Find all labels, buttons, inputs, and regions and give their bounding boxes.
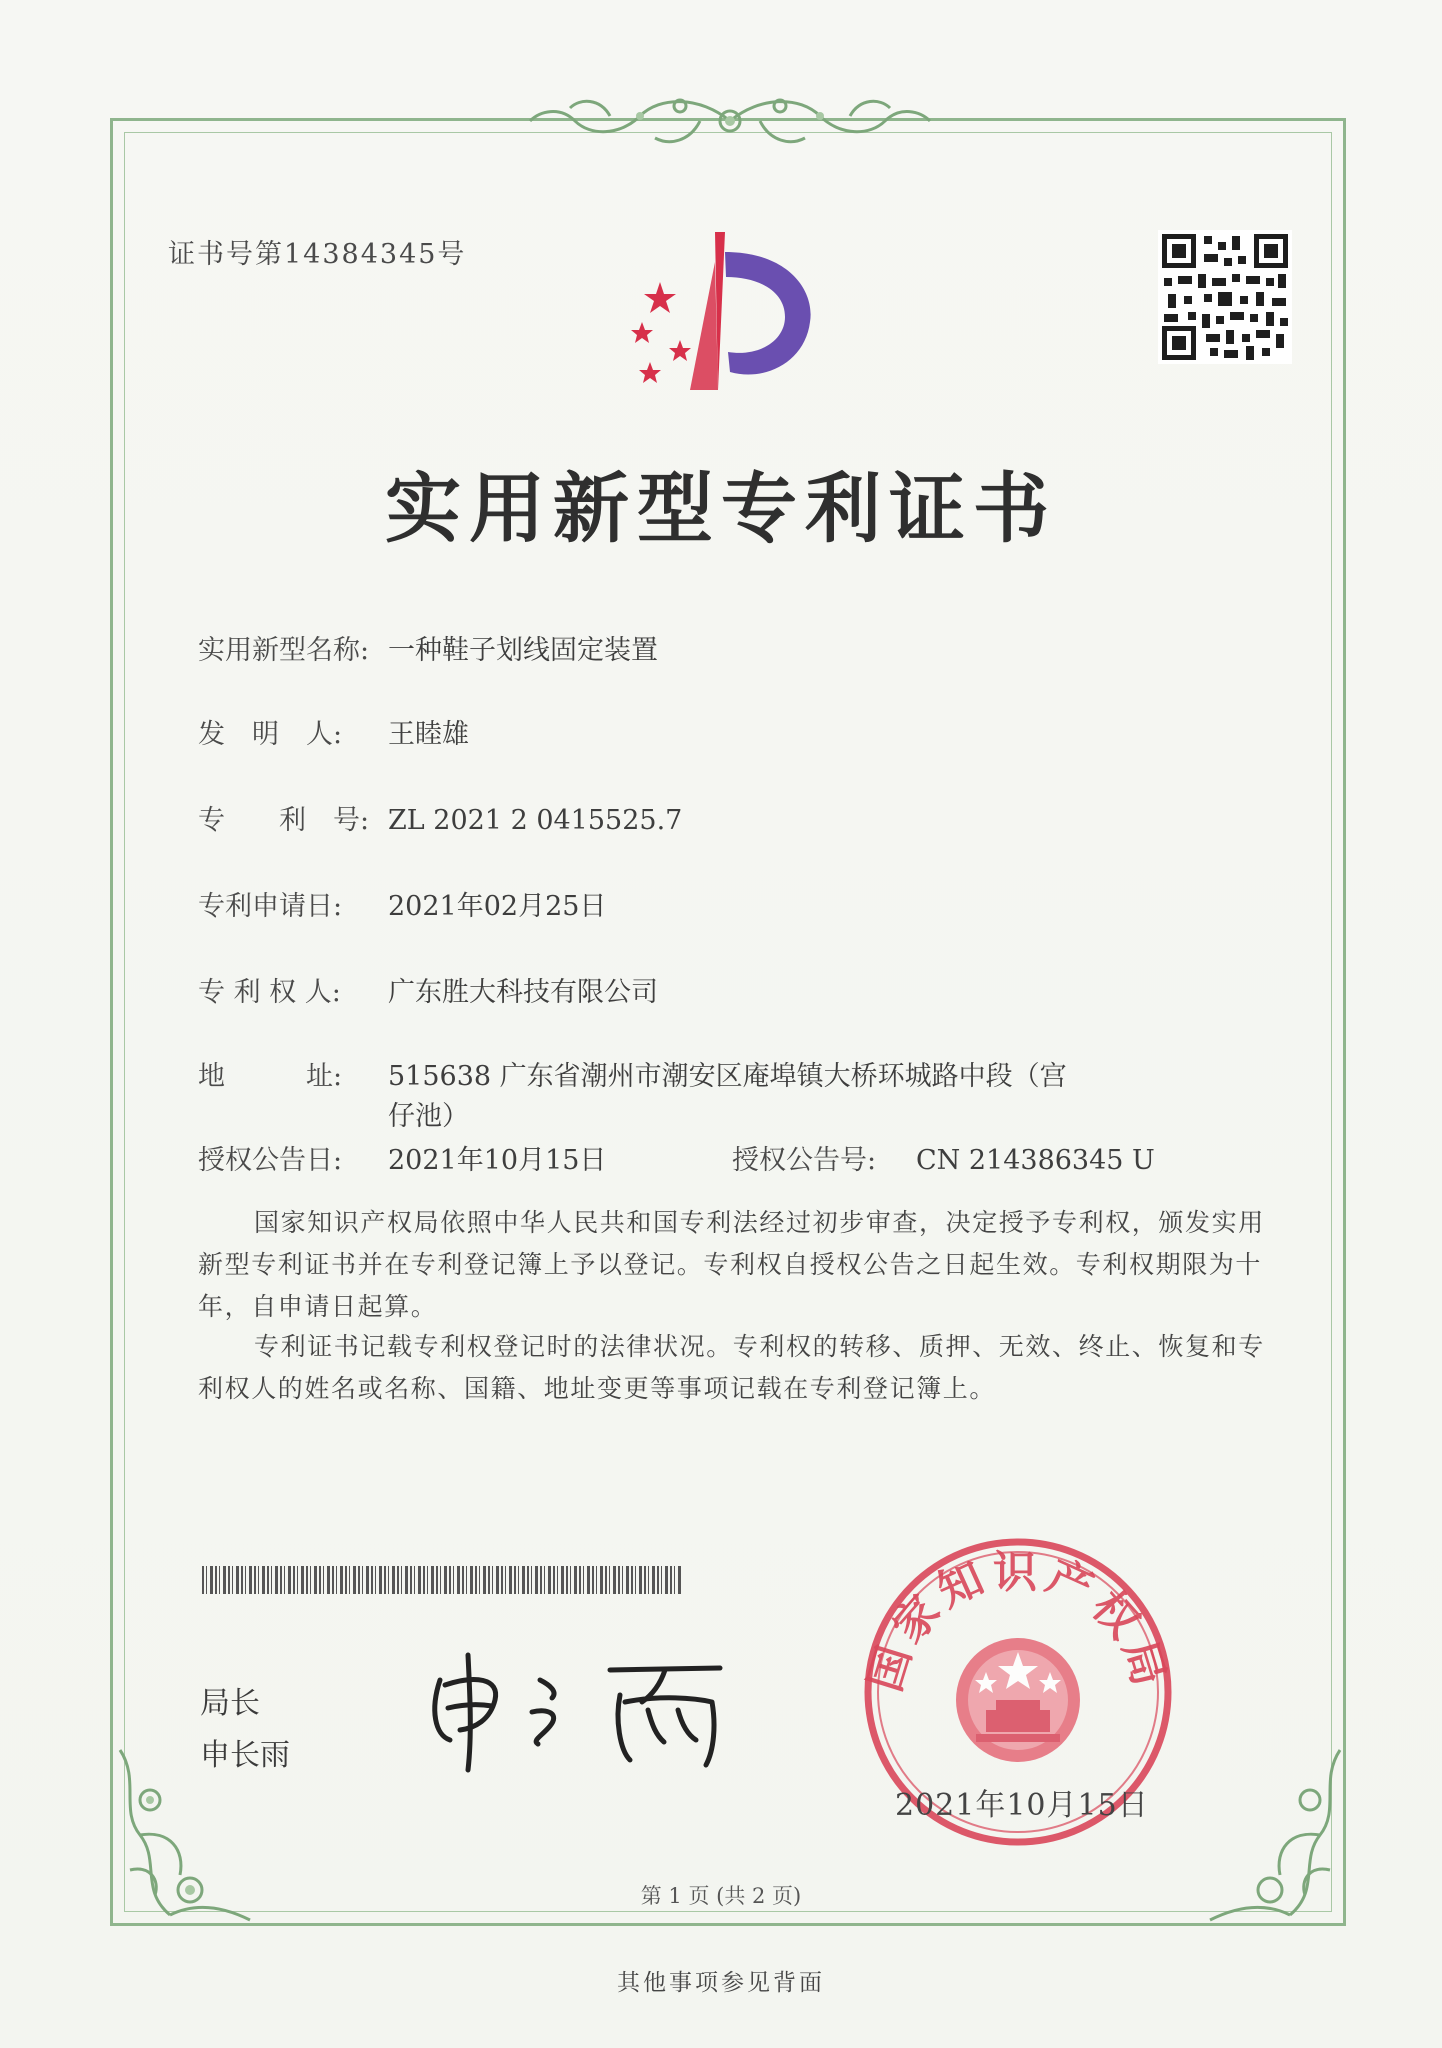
field-value: CN 214386345 U (916, 1145, 1155, 1176)
field-application-date (198, 884, 606, 923)
field-label: 专 利 权 人: (198, 977, 341, 1008)
field-address-continued: 仔池） (388, 1101, 469, 1132)
floral-ornament-icon (520, 86, 940, 156)
seal-text: 国家知识产权局 (859, 1546, 1177, 1698)
field-value: 2021年10月15日 (388, 1145, 607, 1176)
field-label: 专利申请日: (198, 891, 343, 922)
field-value: 一种鞋子划线固定装置 (388, 635, 658, 666)
field-grant-number (732, 1138, 1155, 1177)
field-value: 515638 广东省潮州市潮安区庵埠镇大桥环城路中段（宫 (388, 1061, 1067, 1092)
field-grant-date (198, 1138, 606, 1177)
director-title: 局长 (200, 1686, 260, 1721)
national-emblem-icon (956, 1638, 1080, 1762)
field-patent-number (198, 798, 682, 837)
field-value: 2021年02月25日 (388, 891, 607, 922)
certificate-number: 证书号第14384345号 (168, 239, 467, 270)
body-paragraph-1: 国家知识产权局依照中华人民共和国专利法经过初步审查，决定授予专利权，颁发实用新型专利证书并在专利登记簿上予以登记。专利权自授权公告之日起生效。专利权期限为十年，自申请日起算。 (198, 1208, 1265, 1321)
field-address (198, 1054, 1067, 1093)
field-inventor (198, 712, 469, 751)
field-label: 实用新型名称: (198, 635, 370, 666)
field-label: 专 利 号: (198, 805, 370, 836)
seal-date: 2021年10月15日 (895, 1788, 1149, 1823)
director-name: 申长雨 (200, 1738, 290, 1773)
qr-code-icon (1158, 230, 1292, 364)
field-patentee (198, 970, 658, 1009)
certificate-title: 实用新型专利证书 (385, 464, 1057, 553)
field-utility-model-name (198, 628, 658, 667)
back-note: 其他事项参见背面 (617, 1970, 825, 1996)
field-label: 授权公告号: (732, 1145, 877, 1176)
field-label: 授权公告日: (198, 1145, 343, 1176)
field-label: 发 明 人: (198, 719, 343, 750)
handwritten-signature (420, 1640, 740, 1780)
field-value: ZL 2021 2 0415525.7 (388, 805, 683, 836)
page-number: 第 1 页 (共 2 页) (640, 1884, 802, 1908)
field-label: 地 址: (198, 1061, 343, 1092)
field-value: 广东胜大科技有限公司 (388, 977, 658, 1008)
field-value: 王睦雄 (388, 719, 469, 750)
cnipa-logo-icon (620, 222, 840, 397)
body-paragraph-2: 专利证书记载专利权登记时的法律状况。专利权的转移、质押、无效、终止、恢复和专利权人的姓名或名称、国籍、地址变更等事项记载在专利登记簿上。 (198, 1332, 1265, 1403)
barcode-icon (202, 1566, 682, 1594)
